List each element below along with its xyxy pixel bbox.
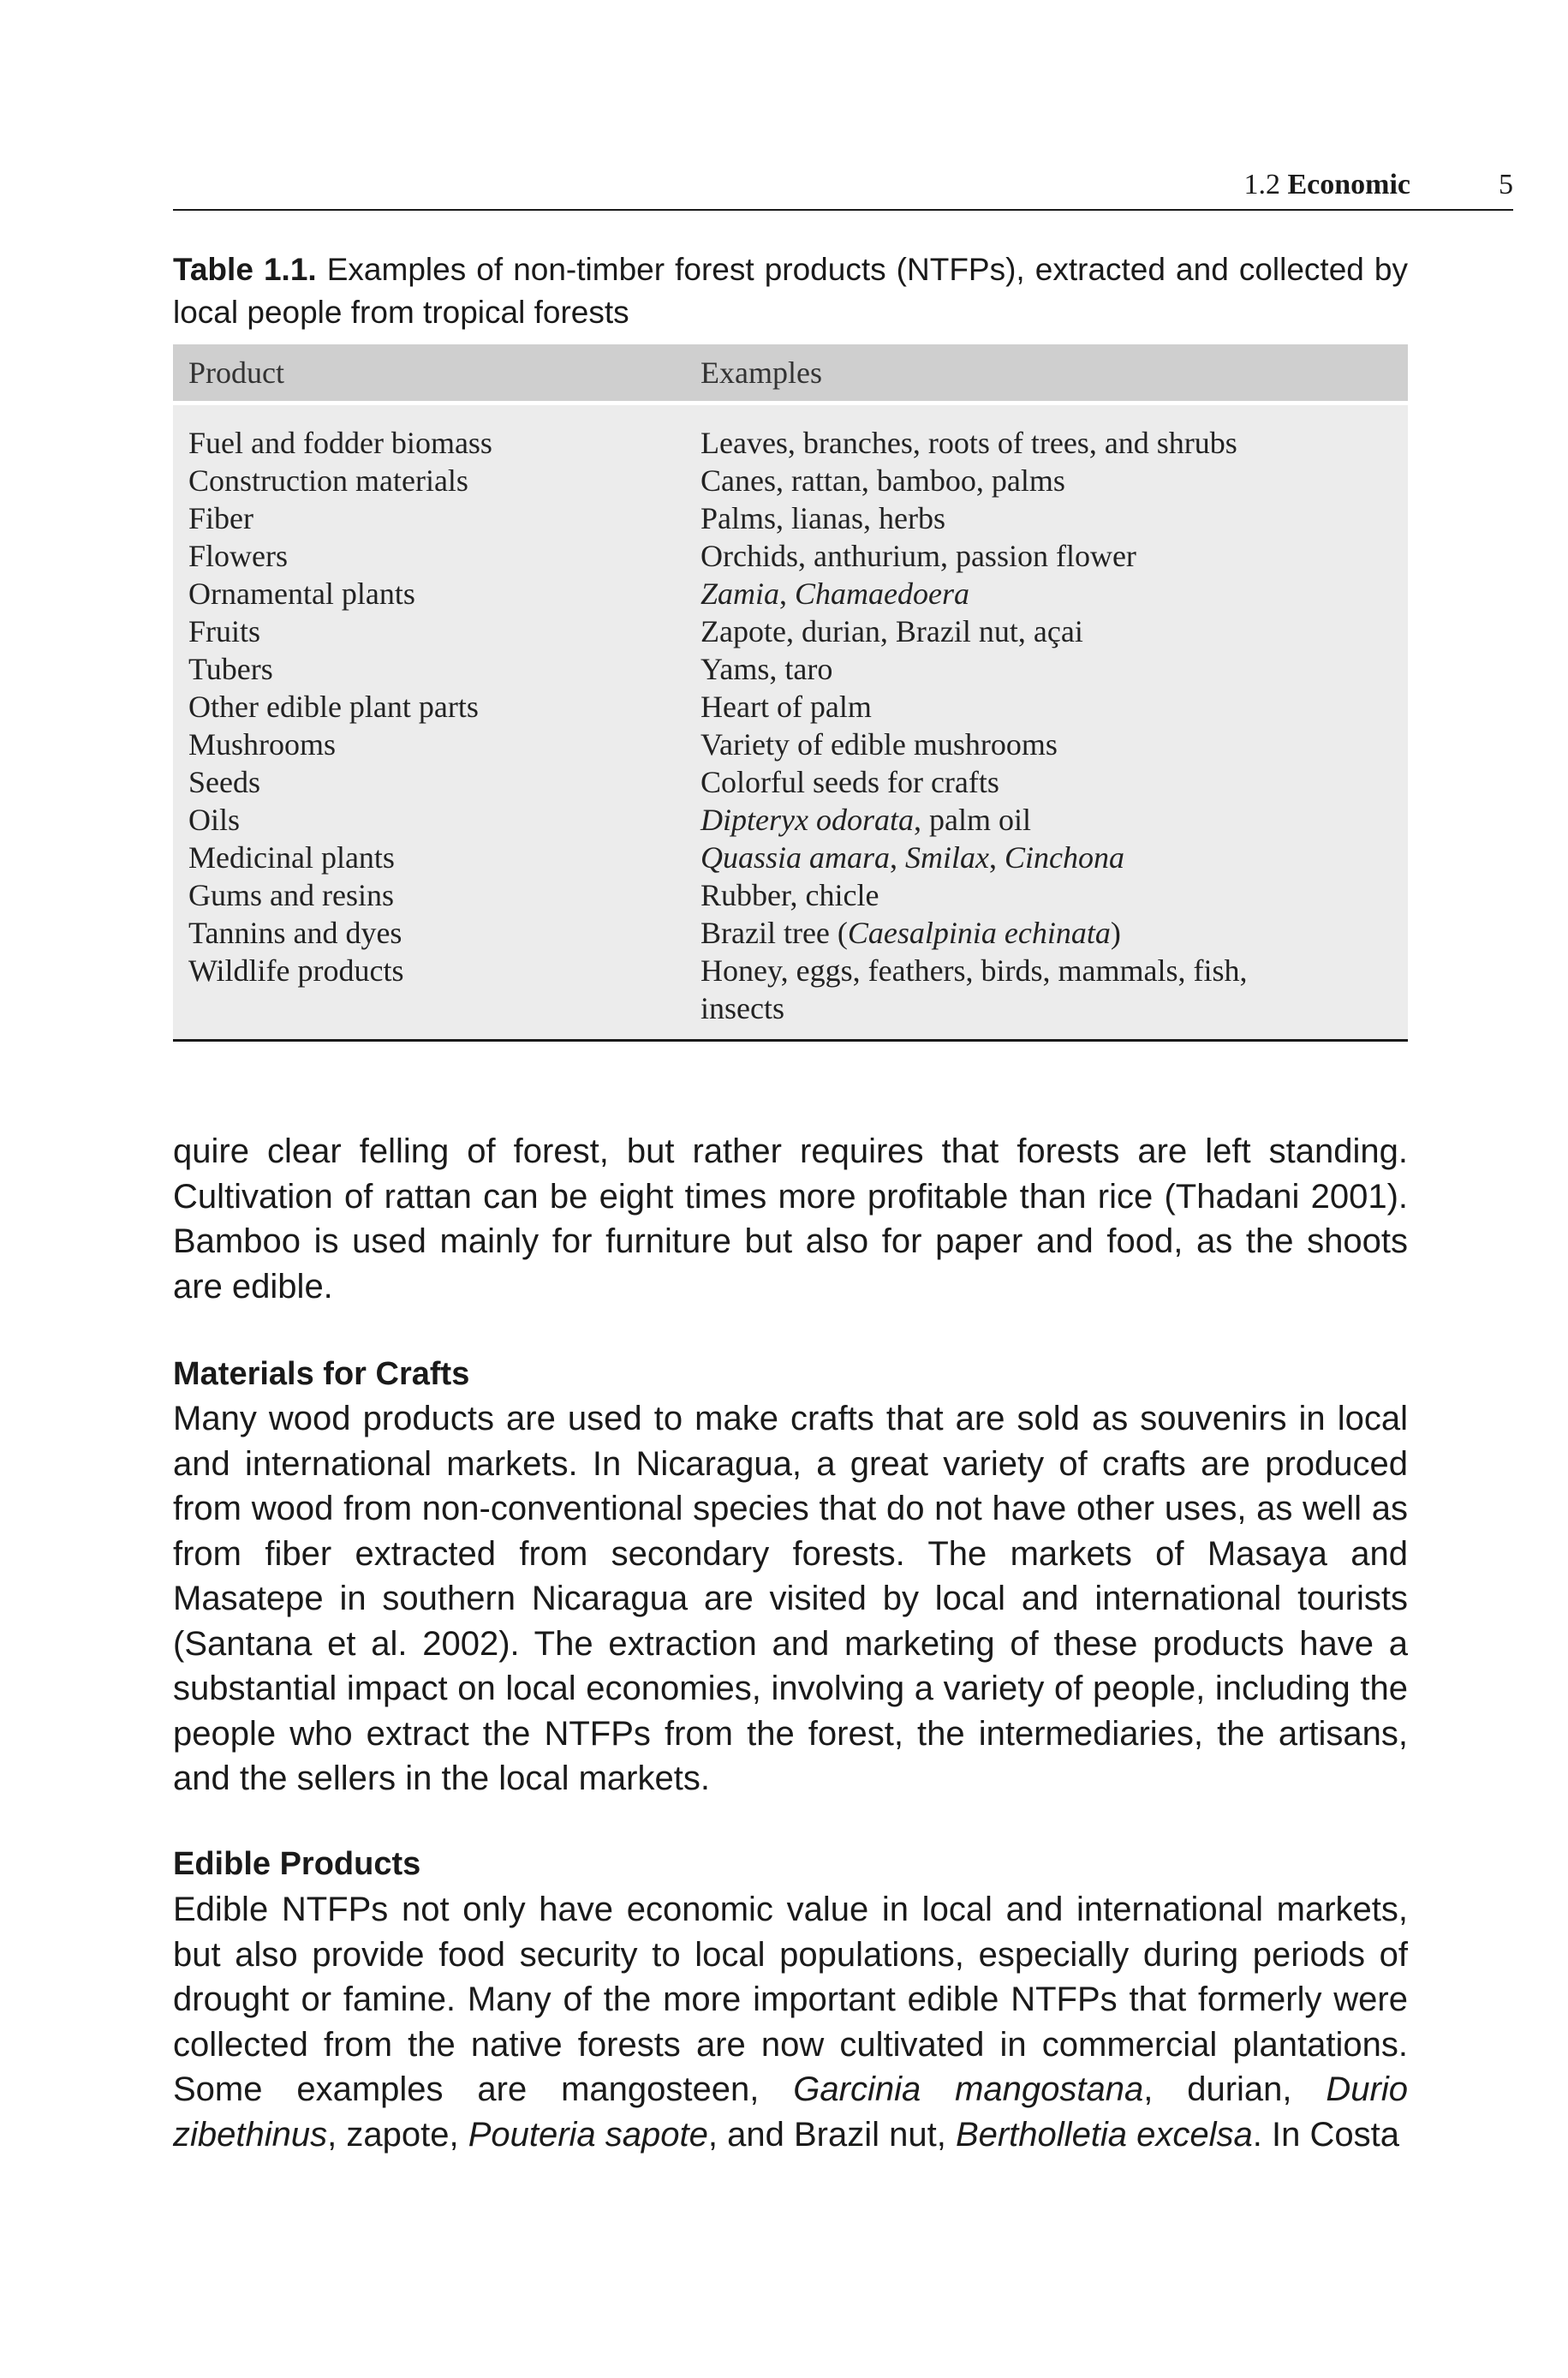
cell-product: Ornamental plants	[188, 577, 415, 611]
running-header-title: Economic	[1287, 169, 1410, 200]
text-run: . In Costa	[1252, 2115, 1399, 2154]
heading-materials-for-crafts: Materials for Crafts	[173, 1356, 470, 1392]
paragraph-edible	[173, 1887, 1408, 2157]
italic-text-run: Quassia amara	[701, 840, 891, 875]
cell-examples-line: Honey, eggs, feathers, birds, mammals, fish,	[701, 953, 1248, 988]
table-row	[173, 952, 1408, 1041]
table-row	[173, 499, 1408, 537]
italic-text-run: Zamia	[701, 577, 780, 611]
cell-examples: Rubber, chicle	[701, 878, 879, 912]
table-caption-label: Table 1.1.	[173, 252, 317, 287]
cell-product: Fuel and fodder biomass	[188, 426, 492, 460]
italic-text-run: Bertholletia excelsa	[955, 2115, 1253, 2154]
column-header-examples: Examples	[685, 344, 1408, 403]
table-row	[173, 839, 1408, 876]
paragraph-crafts: Many wood products are used to make crafts that are sold as souvenirs in local and international markets. In Nicaragua, a great variety of crafts are produced from wood from non-conventional species that do not have other uses, as well as from fiber extracted from secondary forests. The markets of Masaya and Masatepe in southern Nicaragua are visited by local and international tourists (Santana et al. 2002). The extraction and marketing of these products have a substantial impact on local economies, involving a variety of people, including the people who extract the NTFPs from the forest, the intermediaries, the artisans, and the sellers in the local markets.	[173, 1400, 1408, 1797]
cell-product: Gums and resins	[188, 878, 394, 912]
italic-text-run: Smilax	[905, 840, 990, 875]
italic-text-run: Chamaedoera	[795, 577, 970, 611]
table-row	[173, 537, 1408, 575]
cell-examples: Palms, lianas, herbs	[701, 501, 945, 535]
text-run: , palm oil	[913, 803, 1031, 837]
table-row	[173, 650, 1408, 688]
table-caption-text: Examples of non-timber forest products (NTFPs), extracted and collected by local people from tropical forests	[173, 252, 1409, 330]
italic-text-run: Dipteryx odorata	[701, 803, 914, 837]
heading-edible-products: Edible Products	[173, 1846, 421, 1882]
paragraph-continued: quire clear felling of forest, but rather requires that forests are left standing. Cultivation of rattan can be eight times more profitable than rice (Thadani 2001). Bamboo is used mainly for furniture but also for paper and food, as the shoots are edible.	[173, 1132, 1408, 1306]
italic-text-run: Caesalpinia echinata	[847, 916, 1111, 950]
table-row	[173, 688, 1408, 726]
italic-text-run: Pouteria sapote	[468, 2115, 708, 2154]
text-run: )	[1110, 916, 1121, 950]
table-bottom-rule	[173, 1039, 1408, 1042]
cell-product: Flowers	[188, 539, 288, 573]
table-row	[173, 462, 1408, 499]
cell-product: Wildlife products	[188, 953, 404, 988]
cell-examples	[685, 801, 1408, 839]
cell-product: Fiber	[188, 501, 253, 535]
italic-text-run: Garcinia mangostana	[793, 2070, 1144, 2108]
table-body	[173, 403, 1408, 1042]
table-row	[173, 612, 1408, 650]
table-row	[173, 763, 1408, 801]
cell-examples: Zapote, durian, Brazil nut, açai	[701, 614, 1083, 648]
table-row	[173, 726, 1408, 763]
cell-product: Construction materials	[188, 463, 468, 498]
text-run: , zapote,	[327, 2115, 468, 2154]
text-run: , durian,	[1143, 2070, 1327, 2108]
column-header-product: Product	[173, 344, 685, 403]
cell-examples: Yams, taro	[701, 652, 833, 686]
text-run: , and Brazil nut,	[707, 2115, 956, 2154]
cell-examples: Leaves, branches, roots of trees, and shrubs	[701, 426, 1237, 460]
italic-text-run: Durio zibethinus	[173, 2070, 1409, 2154]
cell-examples: Heart of palm	[701, 690, 872, 724]
text-run: ,	[989, 840, 1005, 875]
table-row	[173, 575, 1408, 612]
cell-product: Mushrooms	[188, 727, 337, 762]
cell-examples: Colorful seeds for crafts	[701, 765, 999, 799]
table-caption	[173, 248, 1408, 334]
cell-product: Other edible plant parts	[188, 690, 479, 724]
cell-examples	[685, 575, 1408, 612]
cell-product: Oils	[188, 803, 241, 837]
cell-product: Tannins and dyes	[188, 916, 402, 950]
italic-text-run: Cinchona	[1005, 840, 1125, 875]
cell-product: Fruits	[188, 614, 261, 648]
cell-product: Medicinal plants	[188, 840, 395, 875]
text-run: Brazil tree (	[701, 916, 848, 950]
cell-examples-line: insects	[701, 991, 784, 1025]
text-run: Edible NTFPs not only have economic value in local and international markets, but also provide food security to local populations, especially during periods of drought or famine. Many of the more important edible NTFPs that formerly were collected from the native forests are now cultivated in commercial plantations. Some examples are mangosteen,	[173, 1891, 1408, 2108]
text-run: ,	[779, 577, 796, 611]
table-row	[173, 914, 1408, 952]
table-header-row	[173, 344, 1408, 403]
table-row	[173, 876, 1408, 914]
text-run: ,	[890, 840, 906, 875]
cell-product: Seeds	[188, 765, 260, 799]
cell-examples: Variety of edible mushrooms	[701, 727, 1058, 762]
cell-product: Tubers	[188, 652, 273, 686]
cell-examples: Canes, rattan, bamboo, palms	[701, 463, 1065, 498]
running-header	[173, 161, 1513, 211]
cell-examples	[685, 914, 1408, 952]
table-row	[173, 403, 1408, 463]
cell-examples: Orchids, anthurium, passion flower	[701, 539, 1136, 573]
ntfp-table	[173, 344, 1408, 1041]
cell-examples	[685, 952, 1408, 1041]
running-header-section: 1.2 Economic	[1243, 169, 1410, 200]
page-number: 5	[1499, 169, 1513, 200]
cell-examples	[685, 839, 1408, 876]
table-row	[173, 801, 1408, 839]
